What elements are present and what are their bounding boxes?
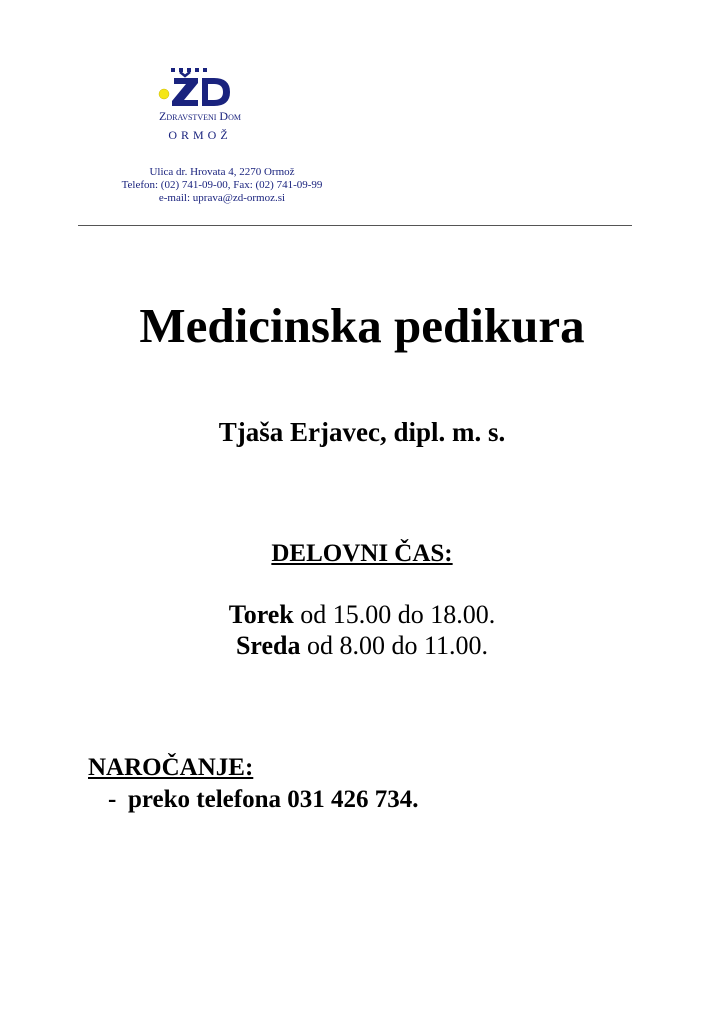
logo-yellow-dot bbox=[159, 89, 169, 99]
page-title: Medicinska pedikura bbox=[139, 298, 585, 353]
time-range: od 8.00 do 11.00. bbox=[300, 631, 489, 660]
logo-square bbox=[171, 68, 175, 72]
logo-square bbox=[195, 68, 199, 72]
logo-crescent bbox=[214, 86, 217, 98]
logo-letter-z bbox=[172, 78, 198, 106]
time-range: od 15.00 do 18.00. bbox=[293, 600, 496, 629]
working-hours-heading: DELOVNI ČAS: bbox=[271, 540, 453, 567]
working-hours-entry bbox=[0, 599, 724, 631]
phone-line: Telefon: (02) 741-09-00, Fax: (02) 741-09-99 bbox=[121, 179, 323, 191]
logo-square bbox=[203, 68, 207, 72]
logo-name: Zdravstveni Dom bbox=[159, 109, 241, 123]
logo-city: ORMOŽ bbox=[168, 128, 232, 142]
logo-caron bbox=[180, 72, 190, 76]
day-label: Sreda bbox=[235, 631, 301, 660]
header-divider bbox=[78, 225, 632, 226]
practitioner-name: Tjaša Erjavec, dipl. m. s. bbox=[218, 417, 506, 447]
zd-logo-icon bbox=[154, 66, 244, 110]
booking-heading: NAROČANJE: bbox=[88, 754, 254, 781]
booking-phone-text: preko telefona 031 426 734. bbox=[128, 786, 419, 813]
booking-item bbox=[108, 784, 419, 816]
email-line: e-mail: uprava@zd-ormoz.si bbox=[158, 192, 286, 204]
address-line: Ulica dr. Hrovata 4, 2270 Ormož bbox=[149, 166, 295, 178]
address-block bbox=[72, 166, 372, 205]
clinic-logo bbox=[150, 66, 250, 156]
day-label: Torek bbox=[228, 600, 294, 629]
list-bullet: - bbox=[108, 786, 117, 813]
working-hours-entry bbox=[0, 630, 724, 662]
